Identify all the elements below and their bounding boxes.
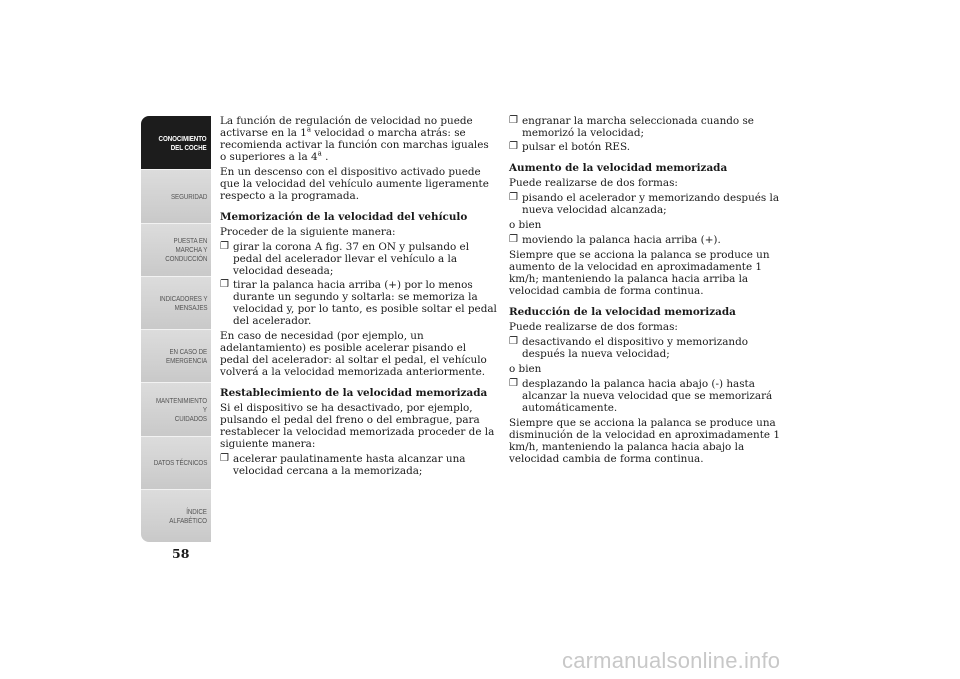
tab-indice-alfabetico[interactable]: [141, 489, 211, 542]
section-heading: Aumento de la velocidad memorizada: [509, 162, 728, 174]
text: velocidad o marcha atrás: se recomienda activar la función con marchas iguales o superiores a la 4: [220, 127, 489, 163]
right-column: [509, 115, 789, 468]
list-item-text: moviendo la palanca hacia arriba (+).: [522, 234, 721, 246]
checkbox-bullet-icon: ❐: [509, 336, 518, 347]
list-item-text: engranar la marcha seleccionada cuando se memorizó la velocidad;: [522, 115, 754, 139]
bullet-list: [509, 115, 789, 153]
superscript: a: [317, 149, 322, 158]
tab-label: MANTENIMIENTO Y CUIDADOS: [155, 395, 207, 423]
list-item: [509, 234, 789, 246]
list-item: [509, 336, 789, 360]
superscript: a: [306, 125, 312, 134]
checkbox-bullet-icon: ❐: [220, 241, 229, 252]
list-item-text: pulsar el botón RES.: [522, 141, 631, 153]
list-item: [509, 141, 789, 153]
list-item: [220, 279, 498, 327]
paragraph: Siempre que se acciona la palanca se produce una disminución de la velocidad en aproximadamente 1 km/h, manteniendo la palanca hacia abajo la velocidad cambia de forma continua.: [509, 417, 780, 465]
list-item-text: acelerar paulatinamente hasta alcanzar una velocidad cercana a la memorizada;: [233, 453, 466, 477]
tab-label: PUESTA EN MARCHA Y CONDUCCIÓN: [164, 236, 207, 264]
checkbox-bullet-icon: ❐: [509, 234, 518, 245]
text: .: [321, 151, 329, 163]
tab-mantenimiento-cuidados[interactable]: [141, 382, 211, 435]
chapter-sidebar: [141, 116, 211, 542]
tab-label: DATOS TÉCNICOS: [153, 458, 207, 468]
paragraph: Proceder de la siguiente manera:: [220, 226, 396, 238]
paragraph: En caso de necesidad (por ejemplo, un adelantamiento) es posible acelerar pisando el pedal del acelerador: al soltar el pedal, el vehículo volverá a la velocidad memorizada anteriormente.: [220, 330, 487, 378]
list-item: [509, 192, 789, 216]
paragraph: Si el dispositivo se ha desactivado, por ejemplo, pulsando el pedal del freno o del embrague, para restablecer la velocidad memorizada proceder de la siguiente manera:: [220, 402, 495, 450]
list-item: [220, 241, 498, 277]
checkbox-bullet-icon: ❐: [509, 115, 518, 126]
bullet-list: [220, 453, 498, 477]
list-item-text: desactivando el dispositivo y memorizando después la nueva velocidad;: [522, 336, 749, 360]
watermark: carmanualsonline.info: [562, 648, 781, 673]
bullet-list: [509, 336, 789, 360]
page-number: 58: [172, 546, 190, 561]
list-item-text: desplazando la palanca hacia abajo (-) hasta alcanzar la nueva velocidad que se memorizará automáticamente.: [522, 378, 773, 414]
paragraph: Puede realizarse de dos formas:: [509, 321, 678, 333]
checkbox-bullet-icon: ❐: [509, 378, 518, 389]
paragraph: o bien: [509, 219, 542, 231]
list-item-text: tirar la palanca hacia arriba (+) por lo menos durante un segundo y soltarla: se memoriza la velocidad y, por lo tanto, es posible soltar el pedal del acelerador.: [233, 279, 497, 327]
tab-seguridad[interactable]: [141, 169, 211, 222]
paragraph: o bien: [509, 363, 542, 375]
text: La función de regulación de velocidad no puede activarse en la 1: [220, 115, 473, 139]
list-item: [509, 115, 789, 139]
bullet-list: [509, 234, 789, 246]
paragraph: En un descenso con el dispositivo activado puede que la velocidad del vehículo aumente ligeramente respecto a la programada.: [220, 166, 489, 202]
checkbox-bullet-icon: ❐: [509, 141, 518, 152]
left-column: [220, 115, 498, 480]
checkbox-bullet-icon: ❐: [220, 279, 229, 290]
tab-puesta-en-marcha[interactable]: [141, 223, 211, 276]
bullet-list: [220, 241, 498, 327]
bullet-list: [509, 378, 789, 414]
tab-indicadores-mensajes[interactable]: [141, 276, 211, 329]
section-heading: Memorización de la velocidad del vehículo: [220, 211, 468, 223]
tab-label: SEGURIDAD: [170, 191, 207, 201]
list-item-text: pisando el acelerador y memorizando después la nueva velocidad alcanzada;: [522, 192, 780, 216]
tab-label: CONOCIMIENTO DEL COCHE: [158, 133, 207, 152]
tab-label: ÍNDICE ALFABÉTICO: [169, 506, 207, 525]
section-heading: Restablecimiento de la velocidad memorizada: [220, 387, 488, 399]
checkbox-bullet-icon: ❐: [220, 453, 229, 464]
paragraph: [220, 115, 498, 163]
tab-conocimiento-del-coche[interactable]: [141, 116, 211, 169]
tab-datos-tecnicos[interactable]: [141, 436, 211, 489]
tab-label: EN CASO DE EMERGENCIA: [165, 347, 207, 366]
list-item: [220, 453, 498, 477]
list-item: [509, 378, 789, 414]
paragraph: Siempre que se acciona la palanca se produce un aumento de la velocidad en aproximadamente 1 km/h; manteniendo la palanca hacia arriba la velocidad cambia de forma continua.: [509, 249, 770, 297]
tab-en-caso-de-emergencia[interactable]: [141, 329, 211, 382]
paragraph: Puede realizarse de dos formas:: [509, 177, 678, 189]
section-heading: Reducción de la velocidad memorizada: [509, 306, 736, 318]
tab-label: INDICADORES Y MENSAJES: [159, 293, 207, 312]
checkbox-bullet-icon: ❐: [509, 192, 518, 203]
bullet-list: [509, 192, 789, 216]
list-item-text: girar la corona A fig. 37 en ON y pulsando el pedal del acelerador llevar el vehículo a la velocidad deseada;: [233, 241, 470, 277]
